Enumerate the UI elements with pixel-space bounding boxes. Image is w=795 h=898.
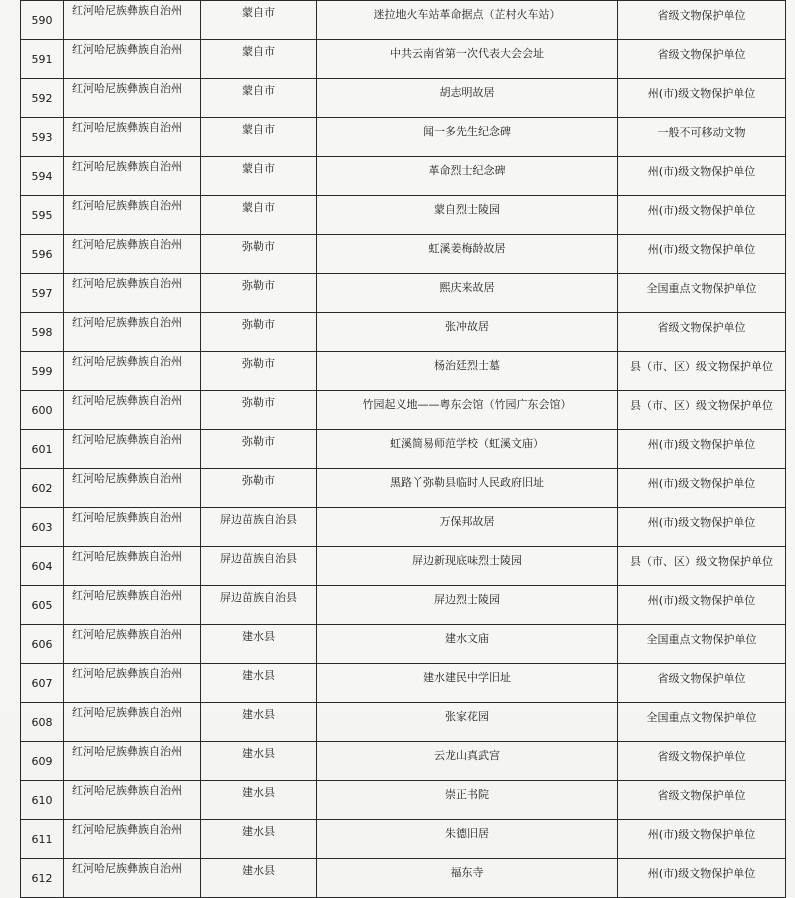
row-number: 607 xyxy=(21,664,64,703)
protection-level-cell: 县（市、区）级文物保护单位 xyxy=(618,547,786,586)
row-number: 604 xyxy=(21,547,64,586)
prefecture-cell: 红河哈尼族彝族自治州 xyxy=(64,742,201,781)
prefecture-cell: 红河哈尼族彝族自治州 xyxy=(64,79,201,118)
row-number: 597 xyxy=(21,274,64,313)
table-row xyxy=(21,547,786,586)
county-cell: 蒙自市 xyxy=(201,79,317,118)
county-cell: 建水县 xyxy=(201,781,317,820)
row-number: 612 xyxy=(21,859,64,898)
row-number: 596 xyxy=(21,235,64,274)
row-number: 592 xyxy=(21,79,64,118)
protection-level-cell: 全国重点文物保护单位 xyxy=(618,274,786,313)
site-name-cell: 闻一多先生纪念碑 xyxy=(317,118,618,157)
row-number: 600 xyxy=(21,391,64,430)
site-name-cell: 竹园起义地——粤东会馆（竹园广东会馆） xyxy=(317,391,618,430)
table-row xyxy=(21,859,786,898)
table-row xyxy=(21,118,786,157)
site-name-cell: 建水建民中学旧址 xyxy=(317,664,618,703)
county-cell: 弥勒市 xyxy=(201,430,317,469)
county-cell: 弥勒市 xyxy=(201,469,317,508)
county-cell: 蒙自市 xyxy=(201,118,317,157)
heritage-table xyxy=(20,0,786,898)
site-name-cell: 屏边烈士陵园 xyxy=(317,586,618,625)
county-cell: 弥勒市 xyxy=(201,235,317,274)
table-row xyxy=(21,781,786,820)
table-row xyxy=(21,469,786,508)
table-row xyxy=(21,196,786,235)
prefecture-cell: 红河哈尼族彝族自治州 xyxy=(64,40,201,79)
prefecture-cell: 红河哈尼族彝族自治州 xyxy=(64,781,201,820)
table-row xyxy=(21,664,786,703)
protection-level-cell: 州(市)级文物保护单位 xyxy=(618,79,786,118)
protection-level-cell: 省级文物保护单位 xyxy=(618,742,786,781)
prefecture-cell: 红河哈尼族彝族自治州 xyxy=(64,313,201,352)
protection-level-cell: 州(市)级文物保护单位 xyxy=(618,469,786,508)
protection-level-cell: 州(市)级文物保护单位 xyxy=(618,820,786,859)
county-cell: 屏边苗族自治县 xyxy=(201,586,317,625)
row-number: 599 xyxy=(21,352,64,391)
site-name-cell: 万保邦故居 xyxy=(317,508,618,547)
prefecture-cell: 红河哈尼族彝族自治州 xyxy=(64,1,201,40)
row-number: 591 xyxy=(21,40,64,79)
protection-level-cell: 县（市、区）级文物保护单位 xyxy=(618,391,786,430)
prefecture-cell: 红河哈尼族彝族自治州 xyxy=(64,859,201,898)
site-name-cell: 胡志明故居 xyxy=(317,79,618,118)
row-number: 594 xyxy=(21,157,64,196)
row-number: 610 xyxy=(21,781,64,820)
protection-level-cell: 州(市)级文物保护单位 xyxy=(618,235,786,274)
protection-level-cell: 省级文物保护单位 xyxy=(618,313,786,352)
county-cell: 建水县 xyxy=(201,703,317,742)
row-number: 590 xyxy=(21,1,64,40)
site-name-cell: 张家花园 xyxy=(317,703,618,742)
prefecture-cell: 红河哈尼族彝族自治州 xyxy=(64,664,201,703)
table-row xyxy=(21,79,786,118)
protection-level-cell: 省级文物保护单位 xyxy=(618,781,786,820)
row-number: 611 xyxy=(21,820,64,859)
table-row xyxy=(21,352,786,391)
site-name-cell: 迷拉地火车站革命据点（芷村火车站） xyxy=(317,1,618,40)
protection-level-cell: 州(市)级文物保护单位 xyxy=(618,196,786,235)
prefecture-cell: 红河哈尼族彝族自治州 xyxy=(64,508,201,547)
protection-level-cell: 全国重点文物保护单位 xyxy=(618,625,786,664)
row-number: 601 xyxy=(21,430,64,469)
prefecture-cell: 红河哈尼族彝族自治州 xyxy=(64,430,201,469)
county-cell: 弥勒市 xyxy=(201,391,317,430)
county-cell: 蒙自市 xyxy=(201,157,317,196)
row-number: 593 xyxy=(21,118,64,157)
row-number: 603 xyxy=(21,508,64,547)
prefecture-cell: 红河哈尼族彝族自治州 xyxy=(64,547,201,586)
table-row xyxy=(21,235,786,274)
table-row xyxy=(21,40,786,79)
row-number: 608 xyxy=(21,703,64,742)
prefecture-cell: 红河哈尼族彝族自治州 xyxy=(64,469,201,508)
protection-level-cell: 州(市)级文物保护单位 xyxy=(618,586,786,625)
county-cell: 弥勒市 xyxy=(201,313,317,352)
prefecture-cell: 红河哈尼族彝族自治州 xyxy=(64,703,201,742)
table-row xyxy=(21,157,786,196)
county-cell: 蒙自市 xyxy=(201,196,317,235)
protection-level-cell: 州(市)级文物保护单位 xyxy=(618,508,786,547)
site-name-cell: 熙庆来故居 xyxy=(317,274,618,313)
protection-level-cell: 省级文物保护单位 xyxy=(618,664,786,703)
table-row xyxy=(21,625,786,664)
protection-level-cell: 州(市)级文物保护单位 xyxy=(618,157,786,196)
prefecture-cell: 红河哈尼族彝族自治州 xyxy=(64,586,201,625)
table-row xyxy=(21,508,786,547)
row-number: 602 xyxy=(21,469,64,508)
site-name-cell: 革命烈士纪念碑 xyxy=(317,157,618,196)
table-row xyxy=(21,742,786,781)
protection-level-cell: 县（市、区）级文物保护单位 xyxy=(618,352,786,391)
county-cell: 建水县 xyxy=(201,625,317,664)
site-name-cell: 崇正书院 xyxy=(317,781,618,820)
prefecture-cell: 红河哈尼族彝族自治州 xyxy=(64,235,201,274)
county-cell: 建水县 xyxy=(201,664,317,703)
county-cell: 蒙自市 xyxy=(201,1,317,40)
county-cell: 屏边苗族自治县 xyxy=(201,508,317,547)
protection-level-cell: 州(市)级文物保护单位 xyxy=(618,430,786,469)
row-number: 598 xyxy=(21,313,64,352)
row-number: 606 xyxy=(21,625,64,664)
prefecture-cell: 红河哈尼族彝族自治州 xyxy=(64,820,201,859)
heritage-table-body xyxy=(21,1,786,898)
protection-level-cell: 一般不可移动文物 xyxy=(618,118,786,157)
site-name-cell: 虹溪简易师范学校（虹溪文庙） xyxy=(317,430,618,469)
site-name-cell: 黑路丫弥勒县临时人民政府旧址 xyxy=(317,469,618,508)
table-row xyxy=(21,820,786,859)
site-name-cell: 福东寺 xyxy=(317,859,618,898)
table-row xyxy=(21,313,786,352)
row-number: 605 xyxy=(21,586,64,625)
site-name-cell: 蒙自烈士陵园 xyxy=(317,196,618,235)
site-name-cell: 云龙山真武宫 xyxy=(317,742,618,781)
site-name-cell: 中共云南省第一次代表大会会址 xyxy=(317,40,618,79)
protection-level-cell: 省级文物保护单位 xyxy=(618,1,786,40)
prefecture-cell: 红河哈尼族彝族自治州 xyxy=(64,274,201,313)
county-cell: 蒙自市 xyxy=(201,40,317,79)
county-cell: 建水县 xyxy=(201,859,317,898)
protection-level-cell: 省级文物保护单位 xyxy=(618,40,786,79)
prefecture-cell: 红河哈尼族彝族自治州 xyxy=(64,625,201,664)
protection-level-cell: 全国重点文物保护单位 xyxy=(618,703,786,742)
table-row xyxy=(21,703,786,742)
site-name-cell: 虹溪姜梅龄故居 xyxy=(317,235,618,274)
county-cell: 弥勒市 xyxy=(201,352,317,391)
table-row xyxy=(21,274,786,313)
site-name-cell: 张冲故居 xyxy=(317,313,618,352)
county-cell: 屏边苗族自治县 xyxy=(201,547,317,586)
prefecture-cell: 红河哈尼族彝族自治州 xyxy=(64,157,201,196)
table-row xyxy=(21,430,786,469)
prefecture-cell: 红河哈尼族彝族自治州 xyxy=(64,352,201,391)
prefecture-cell: 红河哈尼族彝族自治州 xyxy=(64,196,201,235)
table-row xyxy=(21,1,786,40)
county-cell: 建水县 xyxy=(201,742,317,781)
site-name-cell: 建水文庙 xyxy=(317,625,618,664)
site-name-cell: 杨治廷烈士墓 xyxy=(317,352,618,391)
prefecture-cell: 红河哈尼族彝族自治州 xyxy=(64,391,201,430)
county-cell: 建水县 xyxy=(201,820,317,859)
county-cell: 弥勒市 xyxy=(201,274,317,313)
site-name-cell: 屏边新现底味烈士陵园 xyxy=(317,547,618,586)
site-name-cell: 朱德旧居 xyxy=(317,820,618,859)
prefecture-cell: 红河哈尼族彝族自治州 xyxy=(64,118,201,157)
table-row xyxy=(21,391,786,430)
row-number: 595 xyxy=(21,196,64,235)
protection-level-cell: 州(市)级文物保护单位 xyxy=(618,859,786,898)
row-number: 609 xyxy=(21,742,64,781)
table-row xyxy=(21,586,786,625)
